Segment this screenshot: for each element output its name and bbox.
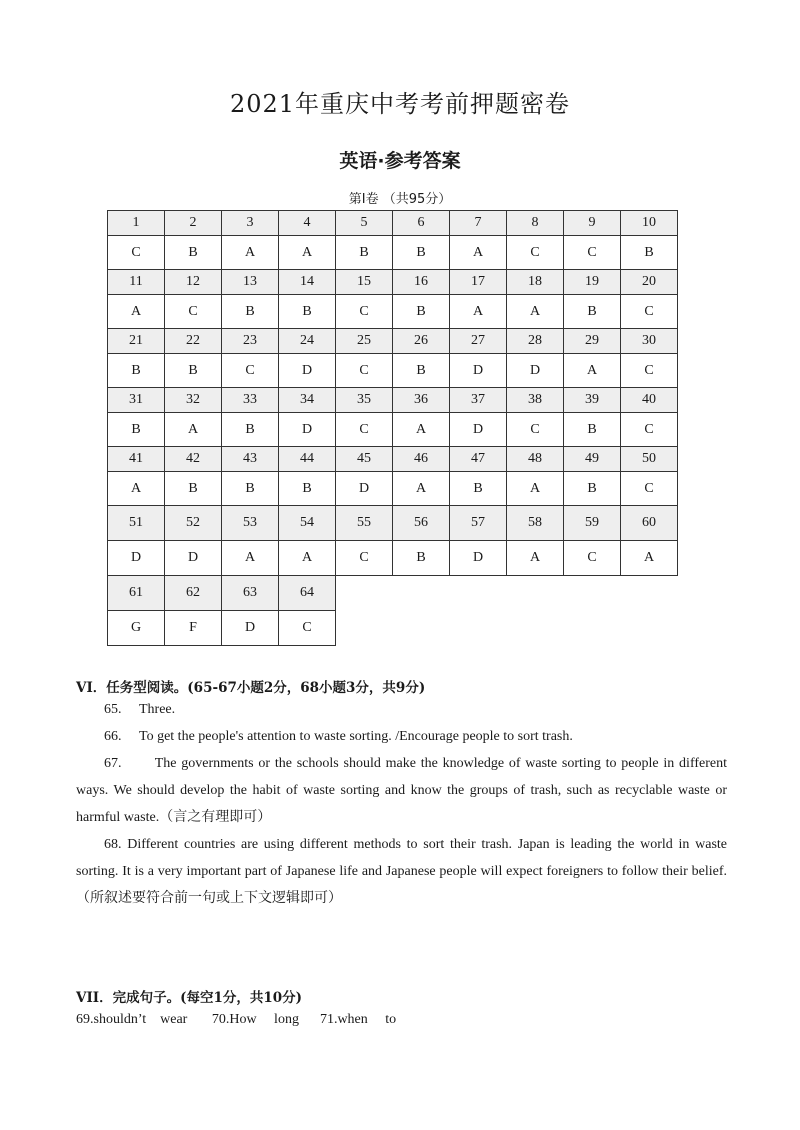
question-number-cell: 43: [222, 447, 279, 472]
question-number-cell: 15: [336, 270, 393, 295]
answer-key-row: [108, 354, 678, 388]
question-number-cell: 11: [108, 270, 165, 295]
answer-cell: A: [621, 541, 678, 576]
question-number-cell: 63: [222, 576, 279, 611]
question-number-cell: 31: [108, 388, 165, 413]
answer-67-line1: 67. The governments or the schools should make the knowledge of waste sorting to people in different: [104, 756, 727, 771]
answer-cell: A: [450, 236, 507, 270]
answer-cell: B: [564, 413, 621, 447]
answer-cell: A: [393, 413, 450, 447]
question-number-cell: 35: [336, 388, 393, 413]
answer-cell: D: [450, 413, 507, 447]
answer-cell: C: [621, 413, 678, 447]
answer-cell: B: [336, 236, 393, 270]
answer-65: 65. Three.: [104, 702, 176, 717]
answer-key-row: [108, 611, 678, 646]
answer-cell: B: [165, 354, 222, 388]
question-number-row: [108, 211, 678, 236]
question-number-cell: 42: [165, 447, 222, 472]
question-number-cell: 30: [621, 329, 678, 354]
question-number-cell: 36: [393, 388, 450, 413]
question-number-cell: 54: [279, 506, 336, 541]
answer-cell: A: [279, 236, 336, 270]
answer-cell: A: [108, 472, 165, 506]
answer-key-row: [108, 541, 678, 576]
question-number-cell: 18: [507, 270, 564, 295]
answer-cell: C: [108, 236, 165, 270]
answer-cell: A: [222, 236, 279, 270]
question-number-cell: 47: [450, 447, 507, 472]
answer-cell: C: [336, 295, 393, 329]
question-number-cell: 62: [165, 576, 222, 611]
question-number-cell: 16: [393, 270, 450, 295]
question-number-cell: 24: [279, 329, 336, 354]
empty-cell: [336, 576, 393, 611]
question-number-cell: 58: [507, 506, 564, 541]
answer-cell: C: [222, 354, 279, 388]
answer-cell: A: [507, 295, 564, 329]
answer-67-line2: ways. We should develop the habit of waste sorting and know the groups of trash, such as recyclable waste or: [76, 783, 727, 798]
answer-cell: C: [621, 354, 678, 388]
question-number-cell: 44: [279, 447, 336, 472]
question-number-cell: 55: [336, 506, 393, 541]
question-number-cell: 3: [222, 211, 279, 236]
answer-cell: C: [336, 413, 393, 447]
answer-cell: C: [165, 295, 222, 329]
answer-cell: C: [564, 236, 621, 270]
answer-cell: D: [507, 354, 564, 388]
question-number-cell: 26: [393, 329, 450, 354]
answer-key-row: [108, 236, 678, 270]
answer-cell: A: [564, 354, 621, 388]
answer-cell: D: [279, 354, 336, 388]
answer-cell: A: [165, 413, 222, 447]
empty-cell: [621, 576, 678, 611]
question-number-cell: 39: [564, 388, 621, 413]
answer-cell: D: [165, 541, 222, 576]
question-number-cell: 64: [279, 576, 336, 611]
answer-68-line2: sorting. It is a very important part of Japanese life and Japanese people will expect foreigners to follow their belief.: [76, 864, 727, 879]
question-number-cell: 29: [564, 329, 621, 354]
question-number-row: [108, 388, 678, 413]
question-number-cell: 57: [450, 506, 507, 541]
answer-cell: B: [450, 472, 507, 506]
question-number-cell: 53: [222, 506, 279, 541]
answer-cell: B: [279, 472, 336, 506]
question-number-cell: 8: [507, 211, 564, 236]
question-number-cell: 4: [279, 211, 336, 236]
question-number-cell: 51: [108, 506, 165, 541]
answer-cell: A: [450, 295, 507, 329]
empty-cell: [621, 611, 678, 646]
answer-key-row: [108, 295, 678, 329]
question-number-cell: 50: [621, 447, 678, 472]
answer-cell: C: [621, 472, 678, 506]
part1-caption: 第Ⅰ卷 （共95分）: [348, 192, 452, 207]
answer-cell: D: [336, 472, 393, 506]
answer-cell: C: [621, 295, 678, 329]
question-number-cell: 37: [450, 388, 507, 413]
question-number-cell: 52: [165, 506, 222, 541]
question-number-cell: 45: [336, 447, 393, 472]
answer-cell: C: [507, 413, 564, 447]
answer-cell: B: [165, 236, 222, 270]
question-number-cell: 34: [279, 388, 336, 413]
question-number-row: [108, 447, 678, 472]
empty-cell: [507, 611, 564, 646]
empty-cell: [564, 611, 621, 646]
answer-cell: A: [393, 472, 450, 506]
answer-cell: B: [108, 354, 165, 388]
empty-cell: [393, 611, 450, 646]
question-number-cell: 49: [564, 447, 621, 472]
answer-67-line3: harmful waste.（言之有理即可）: [76, 810, 272, 825]
question-number-row: [108, 329, 678, 354]
answer-cell: G: [108, 611, 165, 646]
answer-key-row: [108, 472, 678, 506]
question-number-cell: 60: [621, 506, 678, 541]
answer-cell: D: [450, 354, 507, 388]
question-number-cell: 6: [393, 211, 450, 236]
answer-cell: B: [108, 413, 165, 447]
answer-68-line3: （所叙述要符合前一句或上下文逻辑即可）: [76, 891, 342, 906]
answer-cell: A: [222, 541, 279, 576]
answer-cell: B: [393, 236, 450, 270]
empty-cell: [336, 611, 393, 646]
answer-cell: B: [222, 413, 279, 447]
question-number-cell: 48: [507, 447, 564, 472]
question-number-cell: 10: [621, 211, 678, 236]
answer-cell: A: [108, 295, 165, 329]
answer-cell: C: [564, 541, 621, 576]
document-title: 2021年重庆中考考前押题密卷: [229, 90, 571, 118]
answer-cell: B: [564, 472, 621, 506]
answer-cell: C: [279, 611, 336, 646]
question-number-cell: 33: [222, 388, 279, 413]
question-number-cell: 32: [165, 388, 222, 413]
answer-cell: B: [165, 472, 222, 506]
empty-cell: [393, 576, 450, 611]
answer-cell: D: [222, 611, 279, 646]
answer-cell: A: [507, 541, 564, 576]
answer-cell: C: [336, 354, 393, 388]
section7-heading: VII．完成句子。(每空1分，共10分): [76, 990, 303, 1006]
question-number-cell: 1: [108, 211, 165, 236]
answer-cell: A: [507, 472, 564, 506]
answer-cell: D: [450, 541, 507, 576]
question-number-row: [108, 270, 678, 295]
answer-cell: B: [393, 295, 450, 329]
answer-cell: B: [393, 541, 450, 576]
question-number-cell: 13: [222, 270, 279, 295]
question-number-cell: 25: [336, 329, 393, 354]
answer-cell: D: [108, 541, 165, 576]
answer-cell: B: [279, 295, 336, 329]
answer-key-row: [108, 413, 678, 447]
question-number-cell: 23: [222, 329, 279, 354]
question-number-cell: 7: [450, 211, 507, 236]
answer-cell: C: [507, 236, 564, 270]
answer-cell: B: [621, 236, 678, 270]
answer-68-line1: 68. Different countries are using different methods to sort their trash. Japan is leading the world in waste: [104, 837, 727, 852]
question-number-cell: 22: [165, 329, 222, 354]
document-subtitle: 英语·参考答案: [339, 150, 461, 172]
answer-cell: C: [336, 541, 393, 576]
answer-cell: D: [279, 413, 336, 447]
question-number-cell: 38: [507, 388, 564, 413]
answer-66: 66. To get the people's attention to waste sorting. /Encourage people to sort trash.: [104, 729, 573, 744]
question-number-cell: 14: [279, 270, 336, 295]
question-number-cell: 21: [108, 329, 165, 354]
question-number-cell: 5: [336, 211, 393, 236]
question-number-cell: 28: [507, 329, 564, 354]
question-number-cell: 46: [393, 447, 450, 472]
question-number-cell: 56: [393, 506, 450, 541]
question-number-row: [108, 506, 678, 541]
question-number-cell: 17: [450, 270, 507, 295]
answer-cell: B: [222, 472, 279, 506]
question-number-cell: 19: [564, 270, 621, 295]
empty-cell: [507, 576, 564, 611]
empty-cell: [450, 611, 507, 646]
answer-cell: B: [564, 295, 621, 329]
empty-cell: [450, 576, 507, 611]
question-number-cell: 41: [108, 447, 165, 472]
question-number-cell: 2: [165, 211, 222, 236]
question-number-row: [108, 576, 678, 611]
answer-cell: F: [165, 611, 222, 646]
section7-answers: 69.shouldn’t wear 70.How long 71.when to: [76, 1012, 397, 1027]
empty-cell: [564, 576, 621, 611]
answer-cell: B: [222, 295, 279, 329]
question-number-cell: 40: [621, 388, 678, 413]
answer-cell: A: [279, 541, 336, 576]
answer-grid: [107, 210, 678, 646]
question-number-cell: 61: [108, 576, 165, 611]
question-number-cell: 20: [621, 270, 678, 295]
question-number-cell: 12: [165, 270, 222, 295]
section6-heading: VI．任务型阅读。(65-67小题2分，68小题3分，共9分): [76, 680, 426, 696]
question-number-cell: 59: [564, 506, 621, 541]
question-number-cell: 9: [564, 211, 621, 236]
question-number-cell: 27: [450, 329, 507, 354]
answer-cell: B: [393, 354, 450, 388]
